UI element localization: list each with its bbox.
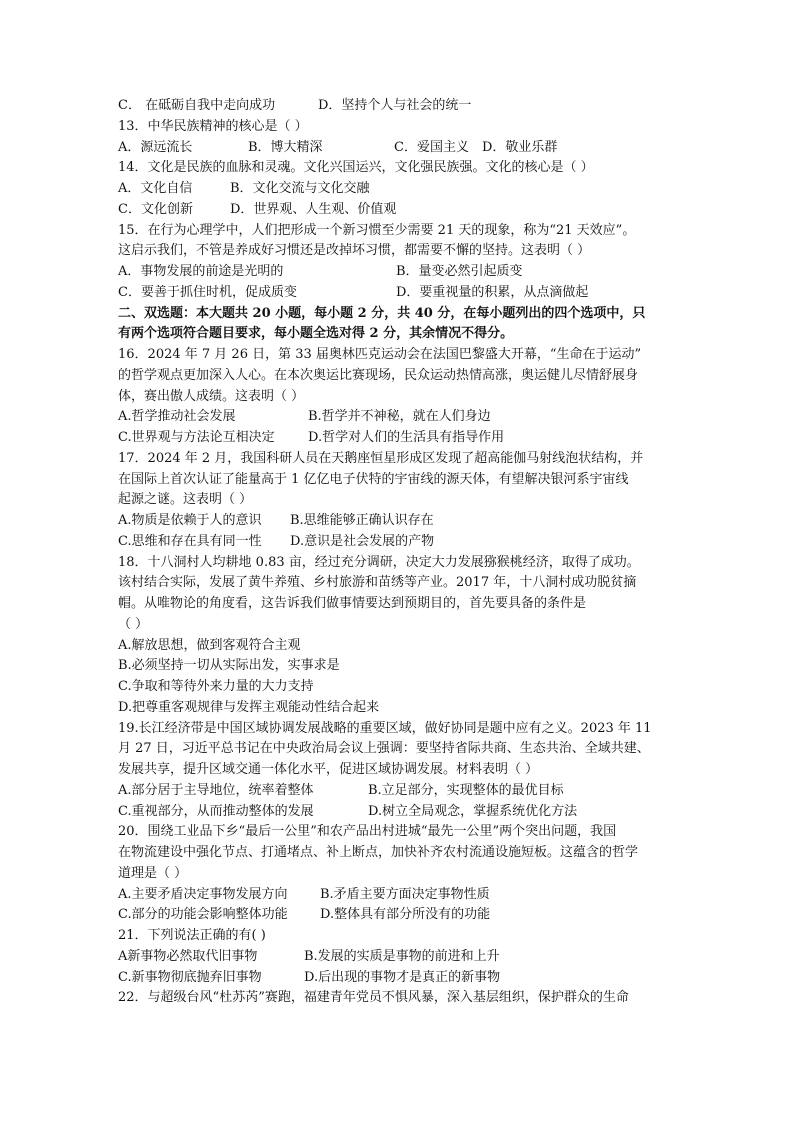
line-text: C.新事物彻底抛弃旧事物 xyxy=(118,969,262,985)
line-text: 19.长江经济带是中国区域协调发展战略的重要区域，做好协同是题中应有之义。2023 年 11 xyxy=(118,720,652,736)
text-line xyxy=(118,158,680,179)
text-line xyxy=(118,511,680,532)
line-text: （ ） xyxy=(118,616,149,632)
text-line xyxy=(118,781,680,802)
line-text: 22．与超级台风“杜苏芮”赛跑，福建青年党员不惧风暴，深入基层组织，保护群众的生命 xyxy=(118,990,629,1006)
text-line xyxy=(118,677,680,698)
line-text: C.思维和存在具有同一性 xyxy=(118,533,262,549)
line-text: A．事物发展的前途是光明的 xyxy=(118,264,284,279)
text-line xyxy=(118,885,680,906)
text-line xyxy=(118,283,680,304)
text-line xyxy=(118,615,680,636)
text-line xyxy=(118,407,680,428)
text-line xyxy=(118,241,680,262)
option-text: D.哲学对人们的生活具有指导作用 xyxy=(308,430,505,445)
text-line xyxy=(118,200,680,221)
text-line xyxy=(118,304,680,325)
line-text: 发展共享，提升区域交通一体化水平，促进区域协调发展。材料表明（ ） xyxy=(118,762,539,777)
option-text: D．坚持个人与社会的统一 xyxy=(318,98,472,113)
text-line xyxy=(118,324,680,345)
text-line xyxy=(118,656,680,677)
text-line xyxy=(118,96,680,117)
line-text: 起源之谜。这表明（ ） xyxy=(118,492,253,508)
line-text: 16．2024 年 7 月 26 日，第 33 届奥林匹克运动会在法国巴黎盛大开幕，“生命在于运动” xyxy=(118,347,642,362)
option-text: D．敬业乐群 xyxy=(482,139,558,155)
line-text: D.把尊重客观规律与发挥主观能动性结合起来 xyxy=(118,699,380,715)
option-text: D.后出现的事物才是真正的新事物 xyxy=(304,969,501,985)
text-line xyxy=(118,698,680,719)
line-text: C.争取和等待外来力量的大力支持 xyxy=(118,679,314,694)
option-text: B.发展的实质是事物的前进和上升 xyxy=(304,948,500,964)
text-line xyxy=(118,179,680,200)
line-text: A.主要矛盾决定事物发展方向 xyxy=(118,886,288,902)
line-text: 18．十八洞村人均耕地 0.83 亩，经过充分调研，决定大力发展猕猴桃经济，取得了成功。 xyxy=(118,554,640,570)
line-text: C.世界观与方法论互相决定 xyxy=(118,430,275,445)
text-line xyxy=(118,636,680,657)
line-text: A.解放思想，做到客观符合主观 xyxy=(118,637,301,653)
text-line xyxy=(118,864,680,885)
line-text: 在物流建设中强化节点、打通堵点、补上断点，加快补齐农村流通设施短板。这蕴含的哲学 xyxy=(118,845,639,860)
text-line xyxy=(118,822,680,843)
line-text: A.部分居于主导地位，统率着整体 xyxy=(118,782,314,798)
text-line xyxy=(118,739,680,760)
text-line xyxy=(118,905,680,926)
line-text: A新事物必然取代旧事物 xyxy=(118,948,258,964)
line-text: C.重视部分，从而推动整体的发展 xyxy=(118,803,314,819)
text-line xyxy=(118,221,680,242)
text-line xyxy=(118,968,680,989)
text-line xyxy=(118,843,680,864)
document-body xyxy=(118,96,680,1009)
line-text: 该村结合实际，发展了黄牛养殖、乡村旅游和苗绣等产业。2017 年，十八洞村成功脱贫摘 xyxy=(118,575,637,591)
line-text: 17．2024 年 2 月，我国科研人员在天鹅座恒星形成区发现了超高能伽马射线泡状结构，并 xyxy=(118,450,644,466)
text-line xyxy=(118,345,680,366)
line-text: C．文化创新 xyxy=(118,201,193,217)
option-text: D．要重视量的积累，从点滴做起 xyxy=(396,284,589,300)
text-line xyxy=(118,802,680,823)
line-text: 这启示我们，不管是养成好习惯还是改掉坏习惯，都需要不懈的坚持。这表明（ ） xyxy=(118,243,591,259)
text-line xyxy=(118,490,680,511)
line-text: C.部分的功能会影响整体功能 xyxy=(118,907,288,923)
text-line xyxy=(118,926,680,947)
line-text: 月 27 日，习近平总书记在中央政治局会议上强调：要坚持省际共商、生态共治、全域共建、 xyxy=(118,741,650,757)
text-line xyxy=(118,573,680,594)
line-text: A.物质是依赖于人的意识 xyxy=(118,513,262,528)
text-line xyxy=(118,117,680,138)
text-line xyxy=(118,719,680,740)
option-text: D.整体具有部分所没有的功能 xyxy=(320,907,491,923)
option-text: B．量变必然引起质变 xyxy=(396,264,523,279)
text-line xyxy=(118,387,680,408)
line-text: 14．文化是民族的血脉和灵魂。文化兴国运兴，文化强民族强。文化的核心是（ ） xyxy=(118,160,594,176)
option-text: B.思维能够正确认识存在 xyxy=(290,513,434,528)
text-line xyxy=(118,138,680,159)
text-line xyxy=(118,449,680,470)
line-text: 21．下列说法正确的有( ) xyxy=(118,928,266,943)
option-text: D.意识是社会发展的产物 xyxy=(290,533,435,549)
line-text: 帽。从唯物论的角度看，这告诉我们做事情要达到预期目的，首先要具备的条件是 xyxy=(118,596,587,611)
option-text: B．文化交流与文化交融 xyxy=(230,181,370,196)
option-text: D.树立全局观念，掌握系统优化方法 xyxy=(368,803,578,819)
text-line xyxy=(118,428,680,449)
line-text: 的哲学观点更加深入人心。在本次奥运比赛现场，民众运动热情高涨，奥运健儿尽情舒展身 xyxy=(118,367,639,383)
text-line xyxy=(118,988,680,1009)
text-line xyxy=(118,947,680,968)
text-line xyxy=(118,470,680,491)
text-line xyxy=(118,366,680,387)
text-line xyxy=(118,532,680,553)
option-text: C．爱国主义 xyxy=(394,139,469,155)
line-text: A.哲学推动社会发展 xyxy=(118,409,236,425)
option-text: B.矛盾主要方面决定事物性质 xyxy=(320,886,490,902)
line-text: C．要善于抓住时机，促成质变 xyxy=(118,284,297,300)
line-text: A．文化自信 xyxy=(118,181,193,196)
line-text: 有两个选项符合题目要求，每小题全选对得 2 分，其余情况不得分。 xyxy=(118,326,514,342)
text-line xyxy=(118,553,680,574)
text-line xyxy=(118,262,680,283)
text-line xyxy=(118,760,680,781)
line-text: 20．围绕工业品下乡“最后一公里”和农产品出村进城“最先一公里”两个突出问题，我国 xyxy=(118,824,617,840)
line-text: C． 在砥砺自我中走向成功 xyxy=(118,98,276,113)
line-text: 13．中华民族精神的核心是（ ） xyxy=(118,118,308,134)
line-text: 二、双选题：本大题共 20 小题，每小题 2 分，共 40 分，在每小题列出的四个选项中，只 xyxy=(118,305,646,321)
text-line xyxy=(118,594,680,615)
option-text: B.哲学并不神秘，就在人们身边 xyxy=(308,409,491,425)
line-text: 15．在行为心理学中，人们把形成一个新习惯至少需要 21 天的现象，称为“21 天效应”。 xyxy=(118,222,636,238)
option-text: B.立足部分，实现整体的最优目标 xyxy=(368,782,564,798)
line-text: 体，赛出傲人成绩。这表明（ ） xyxy=(118,388,305,404)
option-text: B．博大精深 xyxy=(248,139,323,155)
line-text: A．源远流长 xyxy=(118,139,193,155)
line-text: 道理是（ ） xyxy=(118,865,188,881)
line-text: 在国际上首次认证了能量高于 1 亿亿电子伏特的宇宙线的源天体，有望解决银河系宇宙线 xyxy=(118,471,629,487)
line-text: B.必须坚持一切从实际出发，实事求是 xyxy=(118,658,340,674)
option-text: D．世界观、人生观、价值观 xyxy=(230,201,397,217)
